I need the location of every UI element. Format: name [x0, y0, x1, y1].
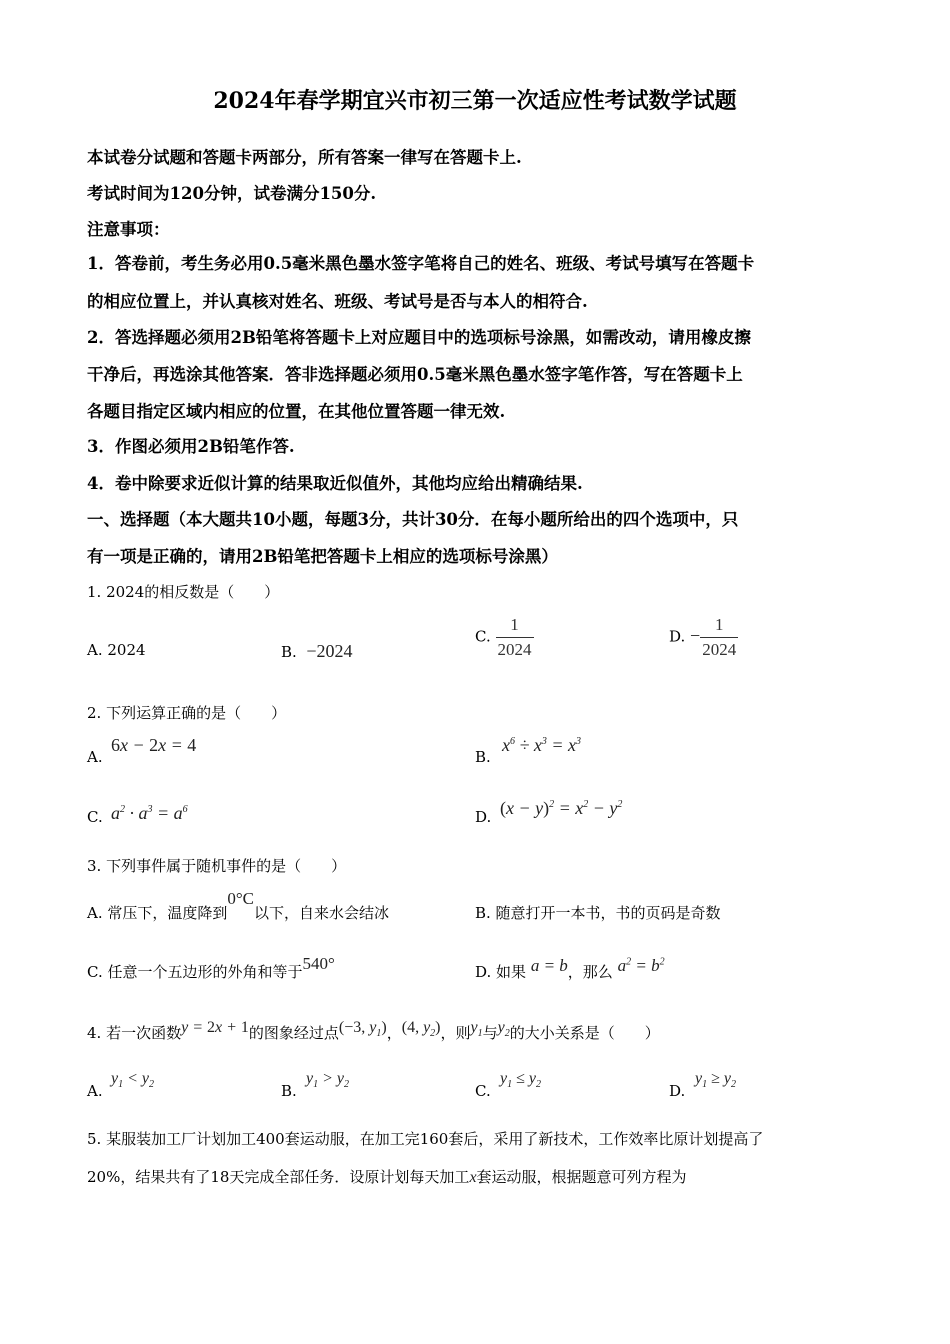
- q2-option-a-math: 6x − 2x = 4: [111, 735, 197, 755]
- q1-option-d: [669, 615, 738, 660]
- section-heading-line-1: 一、选择题（本大题共10小题，每题3分，共计30分．在每小题所给出的四个选项中，只: [87, 510, 739, 529]
- question-1-stem: 1. 2024的相反数是（ ）: [87, 583, 280, 601]
- numerator: 1: [510, 615, 519, 634]
- question-2-stem: 2. 下列运算正确的是（ ）: [87, 704, 287, 722]
- q3-option-a: [87, 889, 390, 923]
- option-text: A. 常压下，温度降到: [87, 904, 228, 922]
- note-2-line-3: 各题目指定区域内相应的位置，在其他位置答题一律无效.: [87, 402, 506, 421]
- q1-option-b: [281, 641, 353, 662]
- option-text: D. 如果: [475, 963, 527, 981]
- stem-text: 的大小关系是（ ）: [509, 1024, 660, 1042]
- stem-text: 20%，结果共有了18天完成全部任务．设原计划每天加工: [87, 1168, 470, 1186]
- q2-option-c-label: C.: [87, 808, 103, 826]
- stem-text: ，: [386, 1024, 402, 1042]
- stem-math: $y_1$: [470, 1019, 483, 1040]
- q2-option-d-label: D.: [475, 808, 492, 826]
- option-text: C. 任意一个五边形的外角和等于: [87, 963, 303, 981]
- option-math: 540°: [302, 954, 335, 973]
- question-4-stem: [87, 1019, 660, 1045]
- note-1-line-2: 的相应位置上，并认真核对姓名、班级、考试号是否与本人的相符合.: [87, 292, 588, 311]
- option-math: 0°C: [227, 889, 255, 908]
- option-value: 2024: [107, 641, 146, 659]
- option-label: A.: [87, 641, 103, 659]
- q4-option-d-label: D.: [669, 1082, 686, 1100]
- numerator: 1: [714, 615, 724, 634]
- option-math: $a^2 = b^2$: [617, 956, 665, 975]
- stem-math: (4, $y_2$): [401, 1019, 441, 1040]
- q4-option-c-math: $y_1 \le y_2$: [500, 1070, 541, 1091]
- stem-text: 的图象经过点: [248, 1024, 339, 1042]
- note-3: 3．作图必须用2B铅笔作答.: [87, 437, 295, 456]
- q2-option-b-math: $x^6 \div x^3 = x^3$: [502, 735, 582, 755]
- question-3-stem: 3. 下列事件属于随机事件的是（ ）: [87, 857, 347, 875]
- q3-option-d: [475, 956, 665, 982]
- section-heading-line-2: 有一项是正确的，请用2B铅笔把答题卡上相应的选项标号涂黑）: [87, 547, 558, 566]
- option-text: ，那么: [567, 963, 613, 981]
- option-label: D.: [669, 627, 686, 646]
- stem-text: 4. 若一次函数: [87, 1024, 182, 1042]
- stem-text: 与: [482, 1024, 498, 1042]
- denominator: 2024: [700, 637, 738, 660]
- q2-option-c-math: $a^2 \cdot a^3 = a^6$: [111, 803, 188, 823]
- q2-option-a-label: A.: [87, 748, 103, 766]
- stem-text: ，则: [440, 1024, 471, 1042]
- q3-option-c: [87, 954, 335, 982]
- q4-option-b-math: $y_1 > y_2$: [306, 1070, 350, 1091]
- note-1-line-1: 1．答卷前，考生务必用0.5毫米黑色墨水签字笔将自己的姓名、班级、考试号填写在答题卡: [87, 254, 755, 273]
- stem-math: (−3, $y_1$): [338, 1019, 387, 1040]
- question-5-line-1: 5. 某服装加工厂计划加工400套运动服，在加工完160套后，采用了新技术，工作效率比原计划提高了: [87, 1130, 764, 1148]
- minus-sign: −: [690, 625, 701, 646]
- q1-option-a: [87, 641, 146, 659]
- q1-option-c: [475, 615, 534, 660]
- q4-option-c-label: C.: [475, 1082, 491, 1100]
- stem-math: x: [469, 1169, 477, 1186]
- option-label: B.: [281, 643, 297, 661]
- option-math: a = b: [530, 956, 568, 975]
- q4-option-b-label: B.: [281, 1082, 297, 1100]
- denominator: 2024: [496, 637, 534, 660]
- fraction: [496, 615, 534, 660]
- note-2-line-1: 2．答选择题必须用2B铅笔将答题卡上对应题目中的选项标号涂黑，如需改动，请用橡皮擦: [87, 328, 751, 347]
- page-title: 2024年春学期宜兴市初三第一次适应性考试数学试题: [213, 88, 737, 114]
- option-value: −2024: [306, 641, 353, 661]
- fraction: [700, 615, 738, 660]
- stem-math: y = 2x + 1: [181, 1019, 249, 1036]
- option-text: 以下，自来水会结冰: [254, 904, 390, 922]
- q3-option-b: B. 随意打开一本书，书的页码是奇数: [475, 904, 721, 922]
- q2-option-b-label: B.: [475, 748, 491, 766]
- option-label: C.: [475, 627, 491, 646]
- q4-option-a-math: $y_1 < y_2$: [111, 1070, 155, 1091]
- q2-option-d-math: $(x - y)^2 = x^2 - y^2$: [500, 798, 623, 818]
- intro-line-2: 考试时间为120分钟，试卷满分150分.: [87, 184, 377, 203]
- note-4: 4．卷中除要求近似计算的结果取近似值外，其他均应给出精确结果.: [87, 474, 583, 493]
- q4-option-d-math: $y_1 \ge y_2$: [695, 1070, 736, 1091]
- stem-math: $y_2$: [497, 1019, 510, 1040]
- stem-text: 套运动服，根据题意可列方程为: [476, 1168, 687, 1186]
- note-2-line-2: 干净后，再选涂其他答案．答非选择题必须用0.5毫米黑色墨水签字笔作答，写在答题卡上: [87, 365, 743, 384]
- q4-option-a-label: A.: [87, 1082, 103, 1100]
- notes-heading: 注意事项：: [87, 220, 170, 239]
- question-5-line-2: [87, 1166, 687, 1187]
- intro-line-1: 本试卷分试题和答题卡两部分，所有答案一律写在答题卡上.: [87, 148, 522, 167]
